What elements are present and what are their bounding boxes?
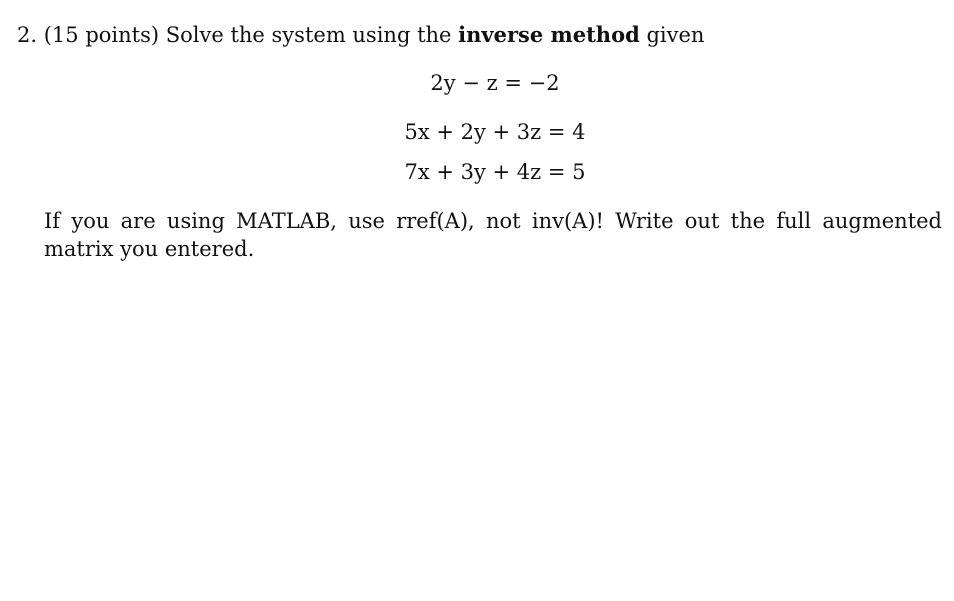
equation-text: 7x + 3y + 4z = 5 — [404, 160, 586, 184]
problem-points: (15 points) — [43, 23, 160, 47]
problem-number: 2. — [17, 23, 38, 47]
problem-prompt-start: Solve the system using the — [165, 23, 452, 47]
equation-3 — [330, 158, 660, 186]
equation-1 — [330, 69, 660, 97]
matlab-instructions: If you are using MATLAB, use rref(A), not inv(A)! Write out the full augmented matrix you entered. — [44, 209, 942, 261]
problem-prompt-emphasis: inverse method — [458, 22, 640, 47]
equation-2 — [330, 118, 660, 146]
equation-text: 2y − z = −2 — [430, 71, 560, 95]
problem-prompt-end: given — [646, 23, 705, 47]
equation-text: 5x + 2y + 3z = 4 — [404, 120, 586, 144]
problem-statement — [17, 20, 937, 50]
